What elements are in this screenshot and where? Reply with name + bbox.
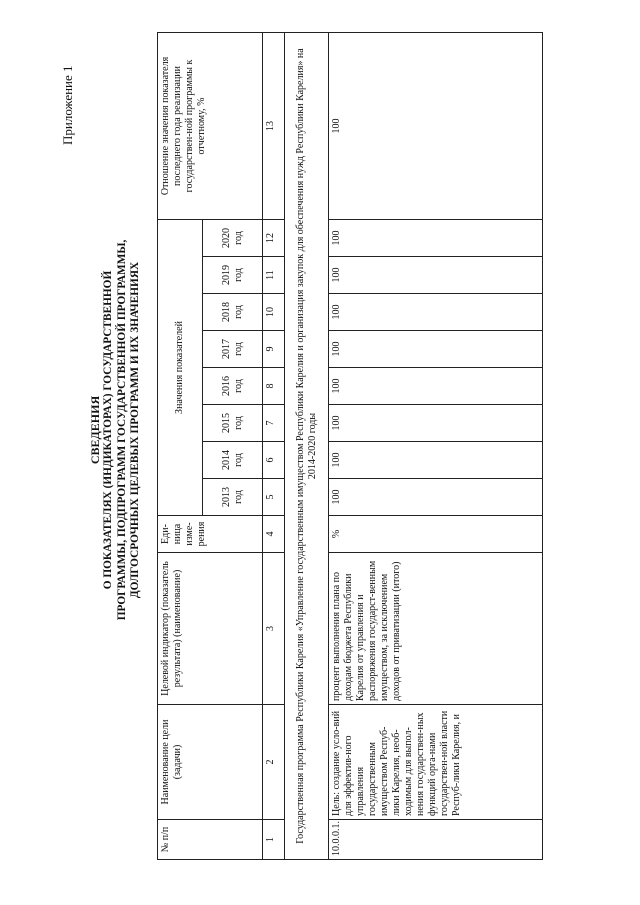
header-year: 2015 год [203, 405, 263, 442]
header-year: 2018 год [203, 294, 263, 331]
row-value: 100 [329, 257, 543, 294]
column-number: 8 [263, 368, 285, 405]
indicators-table [157, 32, 543, 860]
header-year: 2017 год [203, 331, 263, 368]
row-value: 100 [329, 368, 543, 405]
header-year: 2014 год [203, 442, 263, 479]
row-num: 10.0.0.1. [329, 820, 543, 860]
column-number: 10 [263, 294, 285, 331]
column-number: 12 [263, 219, 285, 256]
document-title [89, 105, 142, 755]
header-year: 2020 год [203, 219, 263, 256]
header-goal: Наименование цели (задачи) [158, 705, 263, 820]
row-indicator: процент выполнения плана по доходам бюджета Республики Карелия от управления и распоряжения государст-венным имуществом, за исключением доходов от приватизации (итого) [329, 553, 543, 705]
row-value: 100 [329, 479, 543, 516]
row-goal: Цель: создание усло-вий для эффектив-ного управления государственным имуществом Респуб-лики Карелия, необ-ходимым для выпол-нения государствен-ных функций орга-нами государствен-ной власти Респуб-лики Карелия, и [329, 705, 543, 820]
table-row [329, 33, 543, 860]
title-line-2: О ПОКАЗАТЕЛЯХ (ИНДИКАТОРАХ) ГОСУДАРСТВЕННОЙ [102, 270, 115, 590]
column-number-row [263, 33, 285, 860]
row-value: 100 [329, 219, 543, 256]
column-number: 6 [263, 442, 285, 479]
column-number: 7 [263, 405, 285, 442]
row-value: 100 [329, 405, 543, 442]
row-value: 100 [329, 294, 543, 331]
title-line-3: ПРОГРАММЫ, ПОДПРОГРАММ ГОСУДАРСТВЕННОЙ ПРОГРАММЫ, [115, 239, 128, 621]
header-year: 2013 год [203, 479, 263, 516]
header-row-1 [158, 33, 203, 860]
row-value: 100 [329, 442, 543, 479]
column-number: 13 [263, 33, 285, 220]
header-year: 2016 год [203, 368, 263, 405]
row-value: 100 [329, 331, 543, 368]
row-ratio: 100 [329, 33, 543, 220]
title-line-1: СВЕДЕНИЯ [88, 395, 102, 465]
appendix-label: Приложение 1 [60, 65, 75, 145]
column-number: 4 [263, 516, 285, 553]
header-ratio: Отношение значения показателя последнего года реализации государствен-ной программы к отчетному, % [158, 33, 263, 220]
program-title: Государственная программа Республики Карелия «Управление государственным имуществом Республики Карелия и организация закупок для обеспечения нужд Республики Карелия» на 2014-2020 годы [285, 33, 329, 860]
column-number: 5 [263, 479, 285, 516]
column-number: 1 [263, 820, 285, 860]
column-number: 3 [263, 553, 285, 705]
column-number: 2 [263, 705, 285, 820]
header-unit: Еди-ница изме-рения [158, 516, 263, 553]
row-unit: % [329, 516, 543, 553]
column-number: 9 [263, 331, 285, 368]
header-year: 2019 год [203, 257, 263, 294]
header-values: Значения показателей [158, 219, 203, 515]
header-indicator: Целевой индикатор (показатель результата) (наименование) [158, 553, 263, 705]
column-number: 11 [263, 257, 285, 294]
program-row [285, 33, 329, 860]
title-line-4: ДОЛГОСРОЧНЫХ ЦЕЛЕВЫХ ПРОГРАММ И ИХ ЗНАЧЕНИЯХ [128, 261, 141, 599]
header-num: № п/п [158, 820, 263, 860]
